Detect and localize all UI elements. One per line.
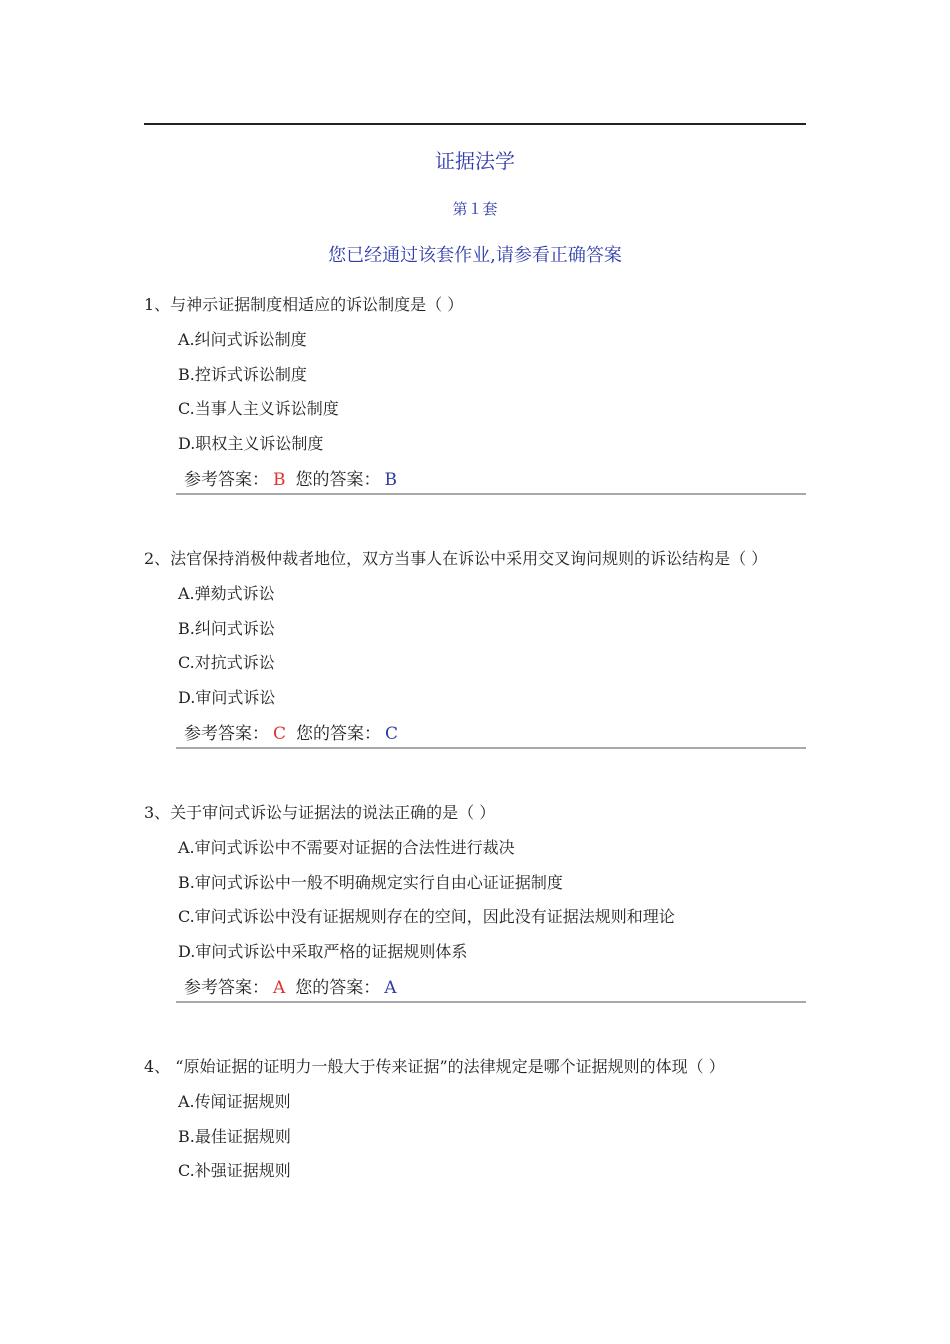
your-answer-label: 您的答案： (295, 470, 381, 490)
question-3-text: 3、关于审问式诉讼与证据法的说法正确的是（ ） (144, 803, 496, 822)
completion-notice: 您已经通过该套作业,请参看正确答案 (328, 245, 622, 266)
your-answer-value: C (385, 724, 399, 744)
set-number: 第１套 (452, 200, 498, 218)
question-4-option-a: A.传闻证据规则 (178, 1092, 291, 1111)
top-rule (144, 123, 806, 125)
question-3-option-a: A.审问式诉讼中不需要对证据的合法性进行裁决 (178, 838, 515, 857)
question-3-separator (176, 1001, 806, 1003)
reference-answer-value: A (273, 978, 286, 998)
question-1-answer-row (184, 469, 397, 491)
question-2-option-b: B.纠问式诉讼 (178, 619, 275, 638)
your-answer-label: 您的答案： (295, 978, 381, 998)
question-2-answer-row (184, 723, 398, 745)
question-2-option-a: A.弹劾式诉讼 (178, 584, 275, 603)
question-4-option-c: C.补强证据规则 (178, 1161, 291, 1180)
question-1-option-d: D.职权主义诉讼制度 (178, 434, 324, 453)
reference-answer-value: B (273, 470, 286, 490)
question-4-option-b: B.最佳证据规则 (178, 1127, 291, 1146)
reference-answer-label: 参考答案： (184, 724, 269, 744)
question-1-text: 1、与神示证据制度相适应的诉讼制度是（ ） (144, 295, 464, 314)
question-2-separator (176, 747, 806, 749)
question-4-text: 4、 “原始证据的证明力一般大于传来证据”的法律规定是哪个证据规则的体现（ ） (144, 1057, 725, 1076)
reference-answer-value: C (273, 724, 287, 744)
question-1-separator (176, 493, 806, 495)
question-1-option-a: A.纠问式诉讼制度 (178, 330, 307, 349)
your-answer-label: 您的答案： (296, 724, 382, 744)
document-title: 证据法学 (435, 149, 515, 173)
question-2-text: 2、法官保持消极仲裁者地位，双方当事人在诉讼中采用交叉询问规则的诉讼结构是（ ） (144, 549, 768, 568)
question-1-option-c: C.当事人主义诉讼制度 (178, 399, 339, 418)
reference-answer-label: 参考答案： (184, 470, 269, 490)
question-2-option-d: D.审问式诉讼 (178, 688, 276, 707)
question-3-option-c: C.审问式诉讼中没有证据规则存在的空间，因此没有证据法规则和理论 (178, 907, 675, 926)
question-3-answer-row (184, 977, 397, 999)
question-2-option-c: C.对抗式诉讼 (178, 653, 275, 672)
your-answer-value: B (384, 470, 397, 490)
question-3-option-d: D.审问式诉讼中采取严格的证据规则体系 (178, 942, 468, 961)
question-3-option-b: B.审问式诉讼中一般不明确规定实行自由心证证据制度 (178, 873, 563, 892)
your-answer-value: A (384, 978, 397, 998)
reference-answer-label: 参考答案： (184, 978, 269, 998)
question-1-option-b: B.控诉式诉讼制度 (178, 365, 307, 384)
